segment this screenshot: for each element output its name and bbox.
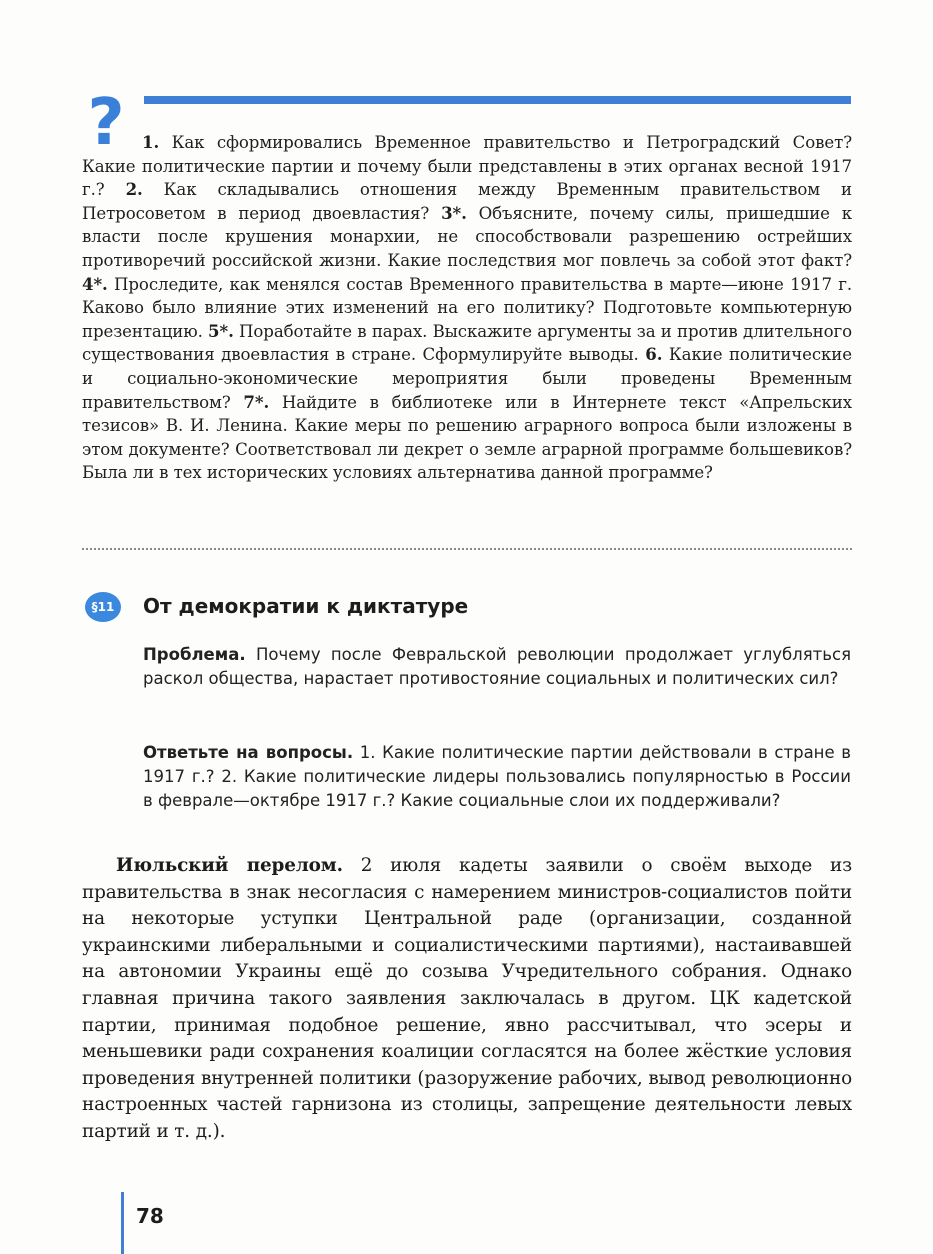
problem-text: Почему после Февральской революции продолжает углубляться раскол общества, нарастает противостояние социальных и политических сил? xyxy=(143,645,851,688)
question-number: 2. xyxy=(125,179,143,200)
top-blue-rule xyxy=(144,96,851,104)
question-text: Найдите в библиотеке или в Интернете текст «Апрельских тезисов» В. И. Ленина. Какие меры по решению аграрного вопроса были изложены в этом документе? Соответствовал ли декрет о земле аграрной программе большевиков? Была ли в тех исторических условиях альтернатива данной программе? xyxy=(82,392,852,483)
question-number: 1. xyxy=(142,132,160,152)
question-text: Объясните, почему силы, пришедшие к власти после крушения монархии, не способствовали разрешению острейших противоречий российской жизни. Какие последствия мог повлечь за собой этот факт? xyxy=(82,203,852,270)
paragraph-heading: Июльский перелом. xyxy=(116,855,343,876)
question-text: Как складывались отношения между Временным правительством и Петросоветом в период двоевластия? xyxy=(82,180,852,223)
paragraph-text: 2 июля кадеты заявили о своём выходе из правительства в знак несогласия с намерением министров-социалистов пойти на некоторые уступки Центральной раде (организации, созданной украинскими либеральными и социалистическими партиями), настаивавшей на автономии Украины ещё до созыва Учредительного собрания. Однако главная причина такого заявления заключалась в другом. ЦК кадетской партии, принимая подобное решение, явно рассчитывал, что эсеры и меньшевики ради сохранения коалиции согласятся на более жёсткие условия проведения внутренней политики (разоружение рабочих, вывод революционно настроенных частей гарнизона из столицы, запрещение деятельности левых партий и т. д.). xyxy=(82,855,852,1142)
question-number: 3*. xyxy=(441,202,467,223)
problem-block xyxy=(143,643,851,691)
question-number: 7*. xyxy=(243,391,270,412)
question-number: 6. xyxy=(645,344,663,365)
review-questions xyxy=(82,131,852,485)
section-badge: §11 xyxy=(85,592,121,622)
section-title: От демократии к диктатуре xyxy=(143,594,469,618)
page-number-bar xyxy=(121,1192,124,1254)
body-paragraph xyxy=(82,853,852,1146)
question-text: Поработайте в парах. Выскажите аргументы за и против длительного существования двоевластия в стране. Сформулируйте выводы. xyxy=(82,321,852,365)
question-number: 5*. xyxy=(208,320,234,341)
question-mark-icon: ? xyxy=(87,86,125,160)
question-text: Как сформировались Временное правительство и Петроградский Совет? Какие политические партии и почему были представлены в этих органах весной 1917 г.? xyxy=(82,133,852,200)
dotted-divider xyxy=(82,548,852,550)
answer-text: 1. Какие политические партии действовали в стране в 1917 г.? 2. Какие политические лидеры пользовались популярностью в России в феврале—октябре 1917 г.? Какие социальные слои их поддерживали? xyxy=(143,743,851,810)
question-text: Проследите, как менялся состав Временного правительства в марте—июне 1917 г. Каково было влияние этих изменений на его политику? Подготовьте компьютерную презентацию. xyxy=(82,274,852,341)
page-number: 78 xyxy=(136,1204,164,1228)
problem-label: Проблема. xyxy=(143,645,246,664)
question-text: Какие политические и социально-экономические мероприятия были проведены Временным правительством? xyxy=(82,345,852,412)
question-number: 4*. xyxy=(82,273,108,294)
answer-label: Ответьте на вопросы. xyxy=(143,743,354,762)
answer-questions-block xyxy=(143,741,851,813)
